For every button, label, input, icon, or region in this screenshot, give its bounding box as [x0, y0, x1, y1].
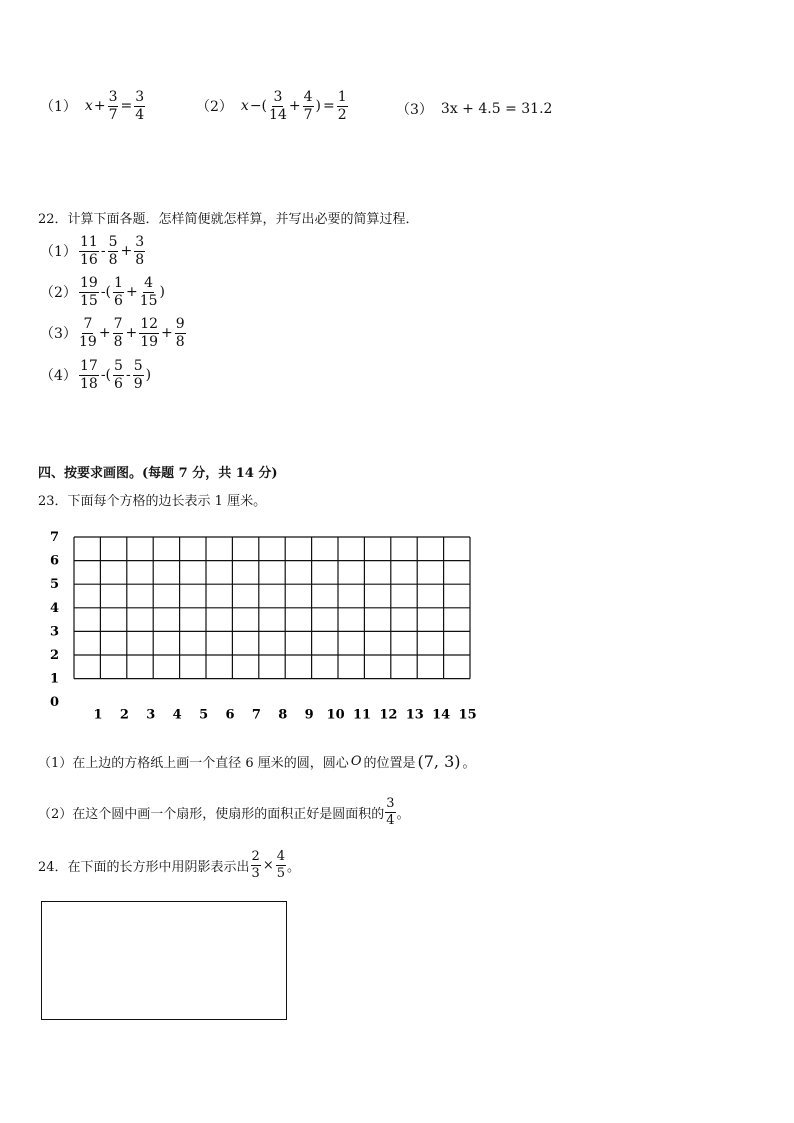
y-axis-labels: [50, 530, 59, 710]
equation-label: （1）: [40, 99, 77, 116]
x-tick-label: 11: [352, 707, 372, 723]
y-tick-label: 1: [50, 671, 60, 687]
y-tick-label: 7: [50, 530, 60, 545]
x-tick-label: 5: [199, 707, 209, 723]
question-23-part-2: [38, 797, 410, 827]
minus-paren: −(: [249, 98, 268, 115]
center-position: (7, 3): [417, 752, 461, 771]
equals-sign: =: [322, 98, 335, 115]
plus-sign: +: [288, 98, 301, 115]
calc-item-3: （3） $\frac{7}{19}$ + $\frac{7}{8}$ + $\frac{12}{19}$ + $\frac{9}{8}$: [40, 316, 185, 350]
question-23-part-1: [38, 752, 476, 771]
question-22-title: 22．计算下面各题．怎样简便就怎样算，并写出必要的简算过程．: [38, 212, 419, 227]
x-tick-label: 7: [251, 707, 261, 723]
x-tick-label: 12: [379, 707, 398, 723]
x-axis-labels: [93, 708, 476, 723]
equation-expression: 3x + 4.5 = 31.2: [440, 101, 553, 117]
instruction-text: （2）在这个圆中画一个扇形，使扇形的面积正好是圆面积的: [38, 806, 385, 822]
x-tick-label: 14: [432, 707, 451, 723]
y-tick-label: 5: [50, 577, 60, 593]
x-tick-label: 15: [458, 707, 477, 723]
x-tick-label: 3: [146, 707, 156, 723]
close-paren: ): [315, 98, 321, 115]
shading-rectangle[interactable]: [41, 901, 287, 1020]
item-label: （1）: [40, 244, 77, 261]
variable-x: x: [84, 98, 93, 115]
grid-lines: [74, 537, 470, 679]
point-o: O: [350, 754, 362, 769]
x-tick-label: 8: [278, 707, 288, 723]
equation-1: [40, 90, 146, 122]
x-tick-label: 2: [119, 707, 129, 723]
instruction-text: 。: [462, 756, 476, 771]
equation-label: （3）: [396, 102, 433, 118]
fraction: $\frac{3}{14}$: [269, 89, 287, 123]
calc-item-2: （2） $\frac{19}{15}$ -( $\frac{1}{6}$ + $\frac{4}{15}$ ): [40, 275, 165, 309]
instruction-text: 。: [396, 806, 410, 822]
instruction-text: 24．在下面的长方形中用阴影表示出: [38, 859, 250, 875]
section-4-title: 四、按要求画图。(每题 7 分，共 14 分): [38, 466, 278, 481]
plus-sign: +: [93, 98, 106, 115]
equals-sign: =: [120, 98, 133, 115]
x-tick-label: 6: [225, 707, 235, 723]
y-tick-label: 0: [50, 695, 60, 711]
equation-3: [396, 99, 552, 119]
item-label: （2）: [40, 285, 77, 302]
fraction: $\frac{4}{7}$: [303, 89, 313, 123]
fraction: $\frac{3}{4}$: [135, 89, 145, 123]
y-tick-label: 4: [50, 600, 60, 616]
x-tick-label: 1: [93, 707, 103, 723]
variable-x: x: [240, 98, 249, 115]
fraction: $\frac{2}{3}$: [251, 849, 260, 881]
equation-label: （2）: [196, 99, 233, 116]
calc-item-4: （4） $\frac{17}{18}$ -( $\frac{5}{6}$ - $\frac{5}{9}$ ): [40, 358, 152, 392]
y-tick-label: 6: [50, 553, 60, 569]
times-sign: ×: [262, 857, 274, 873]
y-tick-label: 3: [50, 624, 60, 640]
equation-2: [196, 90, 349, 122]
item-label: （3）: [40, 326, 77, 343]
x-tick-label: 10: [326, 707, 345, 723]
y-tick-label: 2: [50, 648, 60, 663]
square-grid: [40, 525, 490, 735]
fraction: $\frac{3}{4}$: [386, 796, 395, 828]
fraction: $\frac{1}{2}$: [337, 89, 347, 123]
fraction: $\frac{4}{5}$: [276, 849, 286, 881]
x-tick-label: 4: [172, 707, 182, 723]
calc-item-1: （1） $\frac{11}{16}$ - $\frac{5}{8}$ + $\frac{3}{8}$: [40, 234, 145, 268]
instruction-text: 。: [287, 859, 301, 875]
question-23-title: 23．下面每个方格的边长表示 1 厘米。: [38, 494, 267, 509]
fraction: $\frac{3}{7}$: [108, 89, 118, 123]
x-tick-label: 13: [405, 707, 424, 723]
instruction-text: 的位置是: [363, 756, 416, 771]
item-label: （4）: [40, 368, 77, 385]
x-tick-label: 9: [304, 707, 314, 723]
question-24-title: [38, 850, 300, 880]
instruction-text: （1）在上边的方格纸上画一个直径 6 厘米的圆，圆心: [38, 756, 349, 771]
